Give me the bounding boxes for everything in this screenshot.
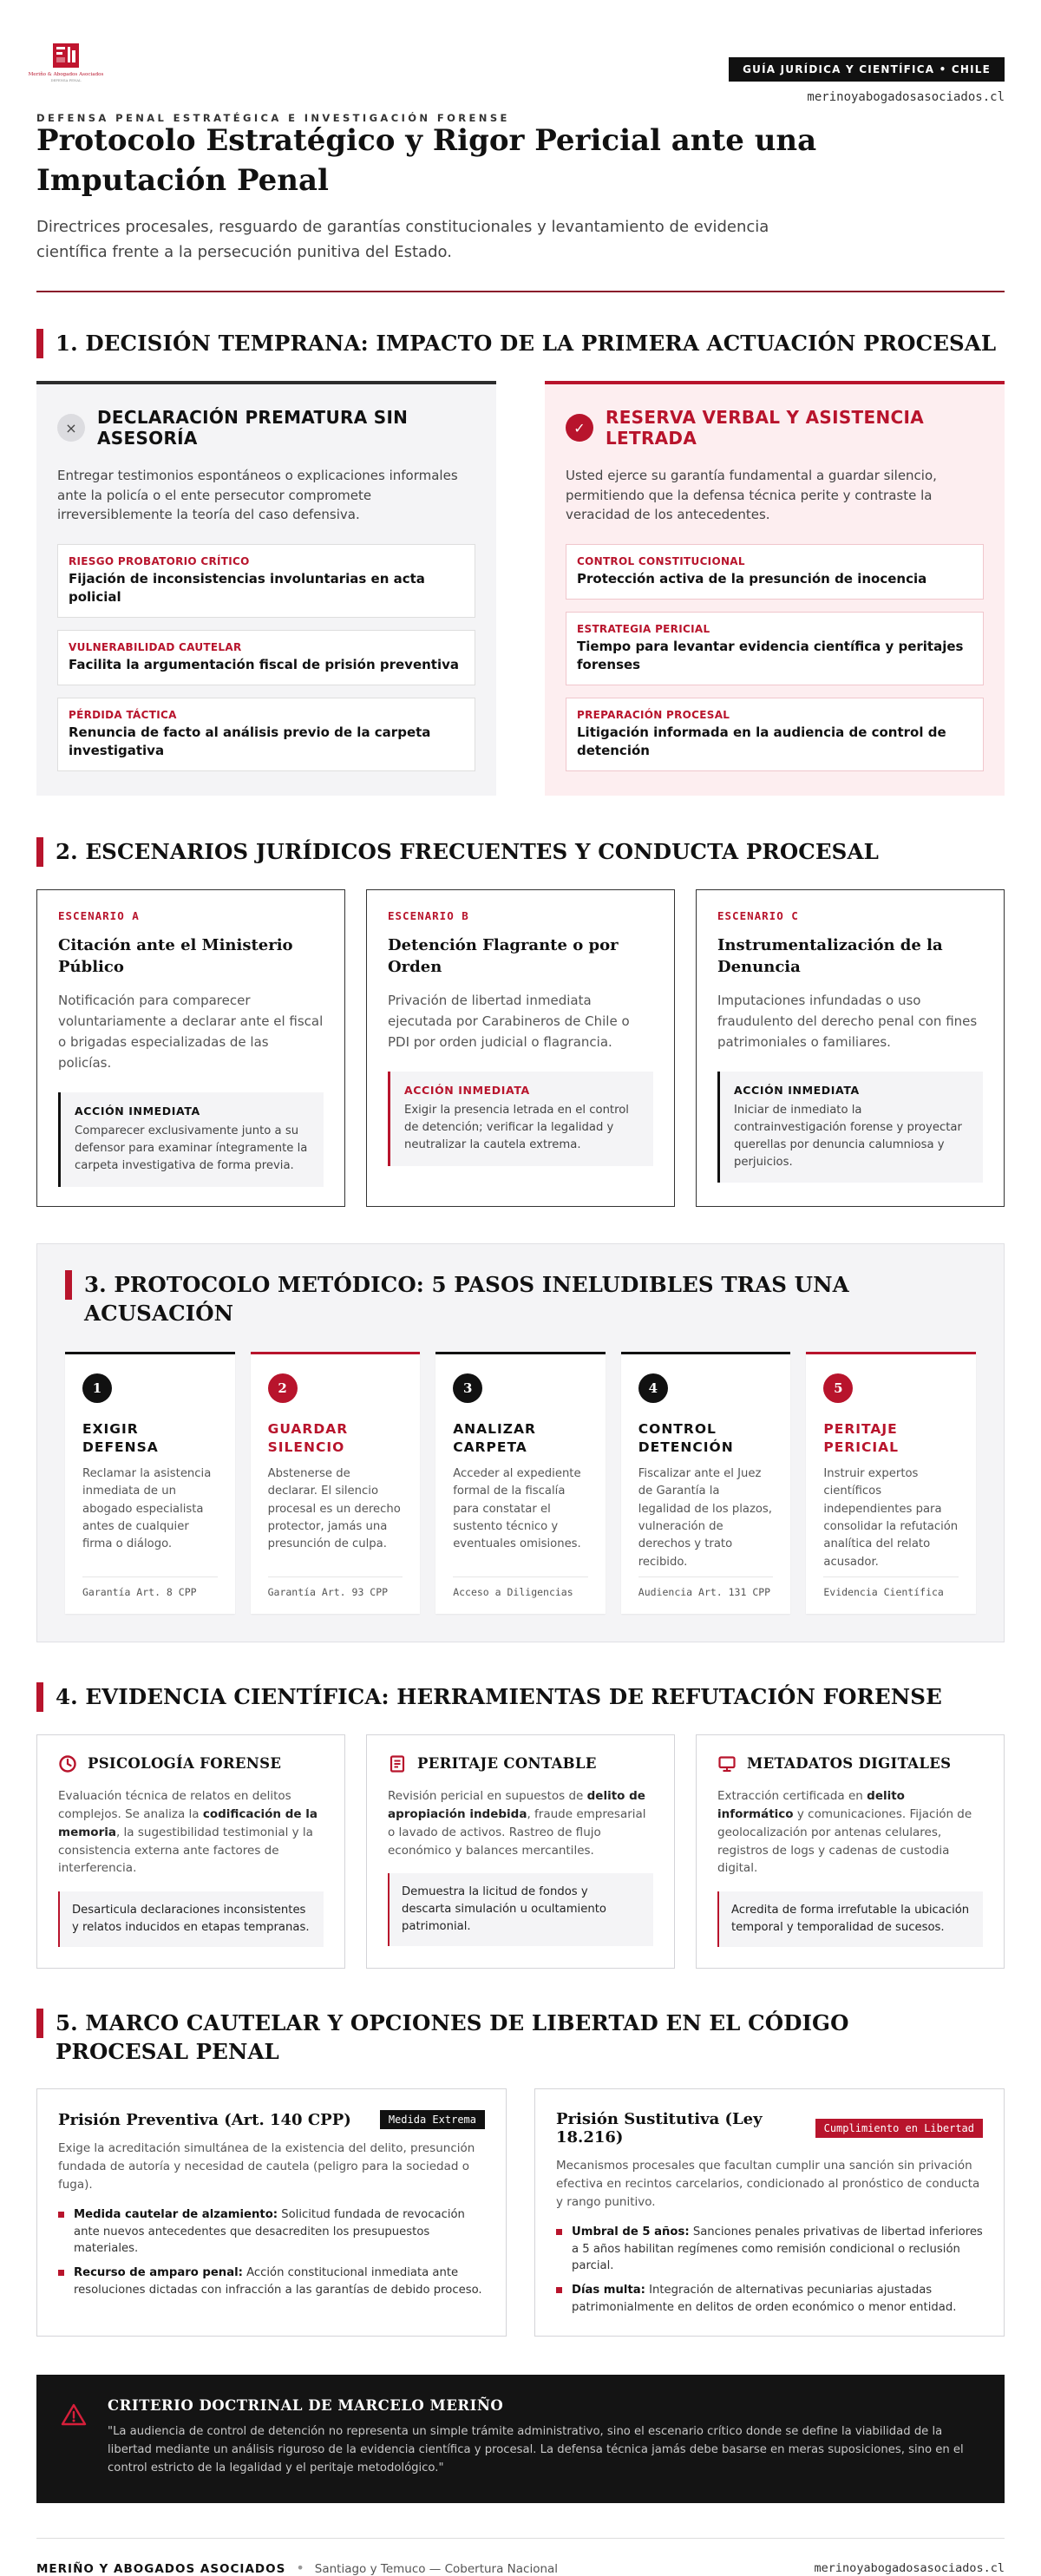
section-heading (65, 1270, 976, 1327)
risk-text: Fijación de inconsistencias involuntarias en acta policial (69, 570, 425, 605)
forensic-description (388, 1787, 653, 1860)
text-emphasis: delito de apropiación indebida (388, 1788, 645, 1821)
step-card (806, 1352, 976, 1614)
section-marker (36, 837, 43, 867)
item-text: Acción constitucional inmediata ante resoluciones dictadas con infracción a las garantías de debido proceso. (74, 2266, 482, 2297)
doctrine-quote: "La audiencia de control de detención no representa un simple trámite administrativo, sino el escenario crítico donde se define la viabilidad de la libertad mediante un análisis riguroso de la evidencia científica y procesal. La defensa técnica jamás debe basarse en meras suposiciones, sino en el control estricto de la legalidad y el peritaje metodológico." (108, 2424, 964, 2475)
step-description: Abstenerse de declarar. El silencio procesal es un derecho protector, jamás una presunción de culpa. (267, 1466, 401, 1551)
scenario-title: Detención Flagrante o por Orden (388, 935, 619, 977)
section-heading (36, 329, 1005, 358)
action-label: ACCIÓN INMEDIATA (734, 1084, 860, 1098)
brand (28, 42, 510, 124)
section-marker (65, 1270, 72, 1300)
action-label: ACCIÓN INMEDIATA (75, 1104, 200, 1118)
step-reference: Audiencia Art. 131 CPP (638, 1576, 774, 1598)
doctrinal-criterion (36, 2375, 1005, 2503)
scenario-description: Imputaciones infundadas o uso fraudulento del derecho penal con fines patrimoniales o familiares. (717, 993, 978, 1051)
measure-list (58, 2206, 485, 2299)
measure-title: Prisión Preventiva (Art. 140 CPP) (58, 2110, 351, 2129)
footer-location: Santiago y Temuco — Cobertura Nacional (314, 2562, 559, 2576)
guide-badge: GUÍA JURÍDICA Y CIENTÍFICA • CHILE (729, 57, 1005, 82)
step-reference: Garantía Art. 8 CPP (82, 1576, 218, 1598)
section-heading (36, 1682, 1005, 1712)
footer-site-link[interactable]: merinoyabogadosasociados.cl (814, 2560, 1005, 2575)
site-url[interactable]: merinoyabogadosasociados.cl (807, 90, 1005, 104)
list-item (58, 2265, 485, 2299)
page-title: Protocolo Estratégico y Rigor Pericial ante una Imputación Penal (36, 123, 817, 198)
scenario-label: ESCENARIO A (58, 908, 140, 922)
forensic-card (696, 1734, 1005, 1969)
measure-card (36, 2088, 507, 2337)
text-part: Extracción certificada en (717, 1788, 868, 1803)
scenario-description: Privación de libertad inmediata ejecutada por Carabineros de Chile o PDI por orden judicial o flagrancia. (388, 993, 630, 1051)
step-number: 2 (268, 1373, 298, 1403)
section-title: 4. EVIDENCIA CIENTÍFICA: HERRAMIENTAS DE REFUTACIÓN FORENSE (56, 1683, 942, 1709)
risk-label: PÉRDIDA TÁCTICA (69, 708, 177, 721)
text-part: , la sugestibilidad testimonial y la consistencia externa ante factores de interferencia. (58, 1825, 313, 1876)
doctrine-title: CRITERIO DOCTRINAL DE MARCELO MERIÑO (108, 2396, 504, 2414)
list-item (58, 2206, 485, 2258)
scenario-description: Notificación para comparecer voluntariamente a declarar ante el fiscal o brigadas especializadas de las policías. (58, 993, 324, 1072)
scenario-title: Instrumentalización de la Denuncia (717, 935, 943, 977)
risk-card (57, 544, 475, 618)
measure-title: Prisión Sustitutiva (Ley 18.216) (556, 2110, 763, 2147)
step-description: Acceder al expediente formal de la fiscalía para constatar el sustento técnico y eventuales omisiones. (453, 1466, 581, 1551)
scenario-label: ESCENARIO B (388, 908, 469, 922)
step-card (435, 1352, 606, 1614)
risk-text: Facilita la argumentación fiscal de prisión preventiva (69, 656, 460, 672)
text-part: Evaluación técnica de relatos en delitos complejos. Se analiza la (58, 1788, 291, 1821)
section-heading (36, 2009, 1005, 2066)
text-emphasis: codificación de la memoria (58, 1806, 318, 1839)
premature-statement-panel (36, 381, 496, 796)
immediate-action (58, 1092, 324, 1186)
section-scenarios (36, 837, 1005, 1207)
forensic-title: PSICOLOGÍA FORENSE (88, 1755, 282, 1773)
benefit-card (566, 698, 984, 771)
panel-title: DECLARACIÓN PREMATURA SIN ASESORÍA (97, 407, 409, 449)
scenario-card (696, 889, 1005, 1207)
benefit-text: Tiempo para levantar evidencia científica y peritajes forenses (577, 638, 964, 672)
ledger-icon (388, 1754, 407, 1773)
section-marker (36, 329, 43, 358)
section-precautionary-framework (36, 2009, 1005, 2337)
step-number: 5 (823, 1373, 853, 1403)
section-early-decision (36, 329, 1005, 796)
action-text: Iniciar de inmediato la contrainvestigación forense y proyectar querellas por denuncia calumniosa y perjuicios. (734, 1104, 962, 1169)
panel-description: Entregar testimonios espontáneos o explicaciones informales ante la policía o el ente persecutor compromete irreversiblemente la teoría del caso defensiva. (57, 468, 458, 523)
step-description: Instruir expertos científicos independientes para consolidar la refutación analítica del relato acusador. (823, 1466, 959, 1569)
immediate-action (388, 1072, 653, 1165)
list-item (556, 2224, 983, 2275)
item-text: Solicitud fundada de revocación ante nuevos antecedentes que desacrediten los presupuestos materiales. (74, 2207, 465, 2256)
logo[interactable] (28, 42, 104, 97)
step-card (65, 1352, 235, 1614)
measure-badge: Medida Extrema (380, 2110, 485, 2129)
section-heading (36, 837, 1005, 867)
benefit-label: CONTROL CONSTITUCIONAL (577, 554, 745, 567)
tagline: DEFENSA PENAL ESTRATÉGICA E INVESTIGACIÓN FORENSE (36, 112, 510, 124)
step-number: 1 (82, 1373, 112, 1403)
benefit-label: PREPARACIÓN PROCESAL (577, 708, 730, 721)
logo-name: Meriño & Abogados Asociados (28, 72, 104, 77)
step-card (251, 1352, 421, 1614)
risk-card (57, 698, 475, 771)
step-description: Reclamar la asistencia inmediata de un abogado especialista antes de cualquier firma o diálogo. (82, 1466, 212, 1551)
item-label: Recurso de amparo penal: (74, 2266, 243, 2280)
footer-firm: MERIÑO Y ABOGADOS ASOCIADOS (36, 2562, 286, 2576)
scenario-card (36, 889, 345, 1207)
forensic-description (717, 1787, 983, 1878)
forensic-title: PERITAJE CONTABLE (417, 1755, 597, 1773)
forensic-title: METADATOS DIGITALES (747, 1755, 952, 1773)
benefit-card (566, 612, 984, 685)
header (28, 0, 1005, 124)
scenario-title: Citación ante el Ministerio Público (58, 935, 293, 977)
step-reference: Garantía Art. 93 CPP (268, 1576, 403, 1598)
section-title: 5. MARCO CAUTELAR Y OPCIONES DE LIBERTAD EN EL CÓDIGO PROCESAL PENAL (56, 2009, 849, 2065)
text-emphasis: delito informático (717, 1788, 905, 1821)
step-title: GUARDAR SILENCIO (267, 1420, 349, 1455)
benefit-text: Protección activa de la presunción de inocencia (577, 570, 927, 587)
forensic-description (58, 1787, 324, 1878)
risk-label: VULNERABILIDAD CAUTELAR (69, 640, 242, 653)
close-icon: × (57, 414, 85, 442)
header-right (729, 42, 1005, 104)
step-title: CONTROL DETENCIÓN (638, 1420, 734, 1455)
scenario-card (366, 889, 675, 1207)
action-text: Comparecer exclusivamente junto a su defensor para examinar íntegramente la carpeta investigativa de forma previa. (75, 1124, 308, 1172)
forensic-note: Demuestra la licitud de fondos y descarta simulación u ocultamiento patrimonial. (388, 1873, 653, 1945)
item-label: Medida cautelar de alzamiento: (74, 2207, 278, 2221)
forensic-card (36, 1734, 345, 1969)
risk-card (57, 630, 475, 685)
section-title: 3. PROTOCOLO METÓDICO: 5 PASOS INELUDIBLES TRAS UNA ACUSACIÓN (84, 1271, 849, 1326)
text-part: Revisión pericial en supuestos de (388, 1788, 587, 1803)
verbal-reserve-panel (545, 381, 1005, 796)
item-label: Días multa: (572, 2284, 645, 2297)
action-label: ACCIÓN INMEDIATA (404, 1084, 530, 1098)
step-number: 4 (638, 1373, 668, 1403)
text-part: , fraude empresarial o lavado de activos. Rastreo de flujo económico y balances mercantiles. (388, 1806, 646, 1858)
step-reference: Acceso a Diligencias (453, 1576, 588, 1598)
measure-list (556, 2224, 983, 2317)
section-marker (36, 2009, 43, 2038)
footer (36, 2538, 1005, 2576)
monitor-icon (717, 1754, 737, 1773)
immediate-action (717, 1072, 983, 1183)
panel-description: Usted ejerce su garantía fundamental a guardar silencio, permitiendo que la defensa técnica perite y contraste la veracidad de los antecedentes. (566, 468, 937, 523)
text-part: y comunicaciones. Fijación de geolocalización por antenas celulares, registros de logs y cadenas de custodia digital. (717, 1806, 972, 1876)
benefit-label: ESTRATEGIA PERICIAL (577, 622, 710, 635)
list-item (556, 2282, 983, 2317)
section-marker (36, 1682, 43, 1712)
benefit-text: Litigación informada en la audiencia de control de detención (577, 724, 946, 758)
step-reference: Evidencia Científica (823, 1576, 959, 1598)
footer-separator: • (296, 2560, 304, 2576)
scenario-label: ESCENARIO C (717, 908, 799, 922)
section-title: 1. DECISIÓN TEMPRANA: IMPACTO DE LA PRIMERA ACTUACIÓN PROCESAL (56, 331, 997, 357)
panel-title: RESERVA VERBAL Y ASISTENCIA LETRADA (606, 407, 924, 449)
measure-description: Mecanismos procesales que facultan cumplir una sanción sin privación efectiva en recintos carcelarios, condicionado al pronóstico de conducta y rango punitivo. (556, 2159, 980, 2209)
risk-text: Renuncia de facto al análisis previo de la carpeta investigativa (69, 724, 431, 758)
logo-subtitle: DEFENSA PENAL (50, 78, 82, 83)
measure-description: Exige la acreditación simultánea de la existencia del delito, presunción fundada de autoría y necesidad de cautela (peligro para la sociedad o fuga). (58, 2141, 475, 2192)
forensic-note: Desarticula declaraciones inconsistentes y relatos inducidos en etapas tempranas. (58, 1891, 324, 1947)
step-number: 3 (453, 1373, 482, 1403)
step-description: Fiscalizar ante el Juez de Garantía la legalidad de los plazos, vulneración de derechos y trato recibido. (638, 1466, 772, 1569)
divider (36, 291, 1005, 292)
step-title: ANALIZAR CARPETA (453, 1420, 536, 1455)
logo-mark-icon (51, 42, 81, 69)
action-text: Exigir la presencia letrada en el control de detención; verificar la legalidad y neutralizar la cautela extrema. (404, 1104, 629, 1151)
measure-card (534, 2088, 1005, 2337)
forensic-card (366, 1734, 675, 1969)
step-title: PERITAJE PERICIAL (823, 1420, 900, 1455)
psychology-icon (58, 1754, 77, 1773)
benefit-card (566, 544, 984, 600)
item-text: Integración de alternativas pecuniarias ajustadas patrimonialmente en delitos de orden económico o menor entidad. (572, 2284, 957, 2315)
section-protocol (36, 1243, 1005, 1642)
section-forensic-evidence (36, 1682, 1005, 1969)
risk-label: RIESGO PROBATORIO CRÍTICO (69, 554, 250, 567)
item-label: Umbral de 5 años: (572, 2225, 690, 2238)
forensic-note: Acredita de forma irrefutable la ubicación temporal y temporalidad de sucesos. (717, 1891, 983, 1947)
step-card (621, 1352, 791, 1614)
warning-icon (61, 2402, 87, 2427)
section-title: 2. ESCENARIOS JURÍDICOS FRECUENTES Y CONDUCTA PROCESAL (56, 838, 879, 864)
check-icon: ✓ (566, 414, 593, 442)
step-title: EXIGIR DEFENSA (82, 1420, 159, 1455)
page-subtitle: Directrices procesales, resguardo de garantías constitucionales y levantamiento de evidencia científica frente a la persecución punitiva del Estado. (36, 217, 769, 261)
item-text: Sanciones penales privativas de libertad inferiores a 5 años habilitan regímenes como remisión condicional o reclusión parcial. (572, 2225, 983, 2273)
measure-badge: Cumplimiento en Libertad (815, 2119, 983, 2138)
